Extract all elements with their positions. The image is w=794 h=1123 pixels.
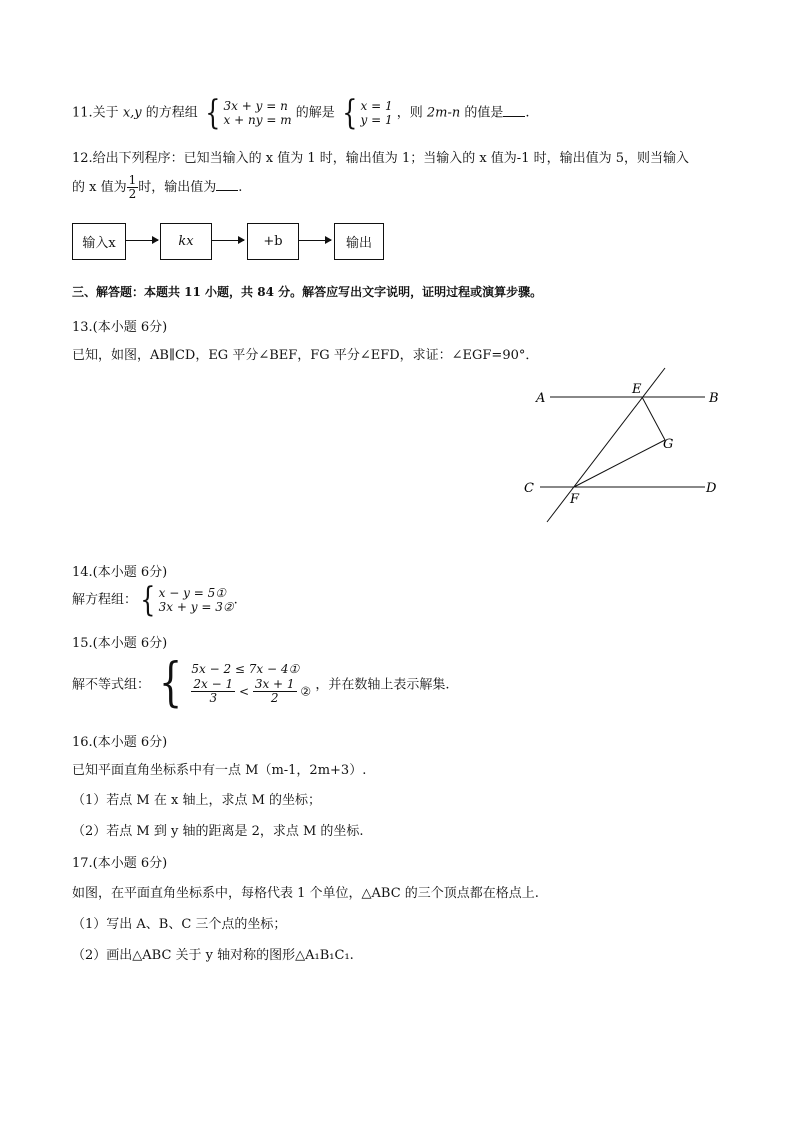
- question-17-line1: 如图，在平面直角坐标系中，每格代表 1 个单位，△ABC 的三个顶点都在格点上.: [72, 886, 539, 901]
- q14-text: 解方程组：: [72, 592, 138, 608]
- q15-fraction-1: $\frac{2x - 1}{3}$: [193, 676, 234, 705]
- question-15-head: 15.(本小题 6分): [72, 636, 168, 651]
- geometry-figure: [510, 360, 740, 530]
- q11-text: 的方程组: [141, 105, 198, 121]
- brace-icon: {: [342, 93, 358, 133]
- q11-text: 的值是: [460, 105, 504, 121]
- flow-box-kx: kx: [160, 223, 212, 260]
- label-g: G: [663, 437, 674, 452]
- flow-box-plus-b: +b: [247, 223, 299, 260]
- question-16-head: 16.(本小题 6分): [72, 735, 168, 750]
- label-c: C: [524, 481, 534, 496]
- brace-icon: {: [140, 580, 156, 620]
- q14-end: .: [233, 592, 238, 608]
- question-15-body: [72, 653, 450, 713]
- question-16-line1: 已知平面直角坐标系中有一点 M（m-1，2m+3）.: [72, 763, 367, 778]
- transversal-line: [547, 368, 665, 522]
- question-13-text: 已知，如图，AB∥CD，EG 平分∠BEF，FG 平分∠EFD，求证：∠EGF=90°．: [72, 348, 539, 363]
- question-17-head: 17.(本小题 6分): [72, 856, 168, 871]
- flow-box-output: 输出: [334, 223, 384, 260]
- question-14-body: [72, 580, 238, 620]
- q15-text: ，并在数轴上表示解集.: [315, 677, 450, 693]
- arrow-right-icon: [212, 240, 244, 241]
- question-13-head: 13.(本小题 6分): [72, 320, 168, 335]
- question-16-sub1: （1）若点 M 在 x 轴上，求点 M 的坐标；: [72, 793, 322, 808]
- question-11: [72, 93, 530, 133]
- q11-text: 的解是: [295, 105, 335, 121]
- q15-inequalities: 5x − 2 ≤ 7x − 4① $\frac{2x - 1}{3}$ < $\frac{3x + 1}{2}$ ②: [191, 661, 312, 705]
- question-12-line2: [72, 174, 242, 201]
- arrow-right-icon: [299, 240, 331, 241]
- answer-blank[interactable]: [216, 178, 238, 191]
- segment-eg: [642, 397, 665, 440]
- q11-vars: x,y: [122, 105, 142, 121]
- answer-blank[interactable]: [503, 104, 525, 117]
- question-14-head: 14.(本小题 6分): [72, 565, 168, 580]
- label-d: D: [706, 481, 717, 496]
- q14-system: x − y = 5① 3x + y = 3②: [158, 586, 234, 614]
- question-17-sub1: （1）写出 A、B、C 三个点的坐标；: [72, 917, 287, 932]
- question-12-line1: 12.给出下列程序：已知当输入的 x 值为 1 时，输出值为 1；当输入的 x 值为-1 时，输出值为 5，则当输入: [72, 151, 690, 166]
- q15-text: 解不等式组：: [72, 677, 151, 693]
- q12-text: 的 x 值为: [72, 180, 127, 195]
- q11-text: 11.关于: [72, 105, 123, 121]
- section-3-heading: 三、解答题：本题共 11 小题，共 84 分。解答应写出文字说明，证明过程或演算步骤。: [72, 285, 543, 299]
- brace-icon: {: [159, 653, 183, 713]
- q12-end: .: [238, 180, 243, 195]
- q11-text: ，则: [396, 105, 427, 121]
- label-b: B: [709, 391, 719, 406]
- segment-fg: [574, 440, 665, 487]
- brace-icon: {: [205, 93, 221, 133]
- flow-box-input: 输入x: [72, 223, 126, 260]
- q11-expr: 2m-n: [426, 105, 461, 121]
- label-f: F: [570, 492, 580, 507]
- q15-fraction-2: $\frac{3x + 1}{2}$: [254, 676, 295, 705]
- q11-system-1: 3x + y = n x + ny = m: [223, 99, 292, 127]
- q11-end: .: [525, 105, 530, 121]
- label-a: A: [536, 391, 546, 406]
- q12-text: 时，输出值为: [138, 180, 217, 195]
- q12-fraction: $\frac{1}{2}$: [128, 173, 137, 201]
- q11-system-2: x = 1 y = 1: [360, 99, 393, 127]
- arrow-right-icon: [126, 240, 158, 241]
- question-17-sub2: （2）画出△ABC 关于 y 轴对称的图形△A₁B₁C₁.: [72, 948, 354, 963]
- label-e: E: [632, 382, 642, 397]
- question-16-sub2: （2）若点 M 到 y 轴的距离是 2，求点 M 的坐标.: [72, 824, 364, 839]
